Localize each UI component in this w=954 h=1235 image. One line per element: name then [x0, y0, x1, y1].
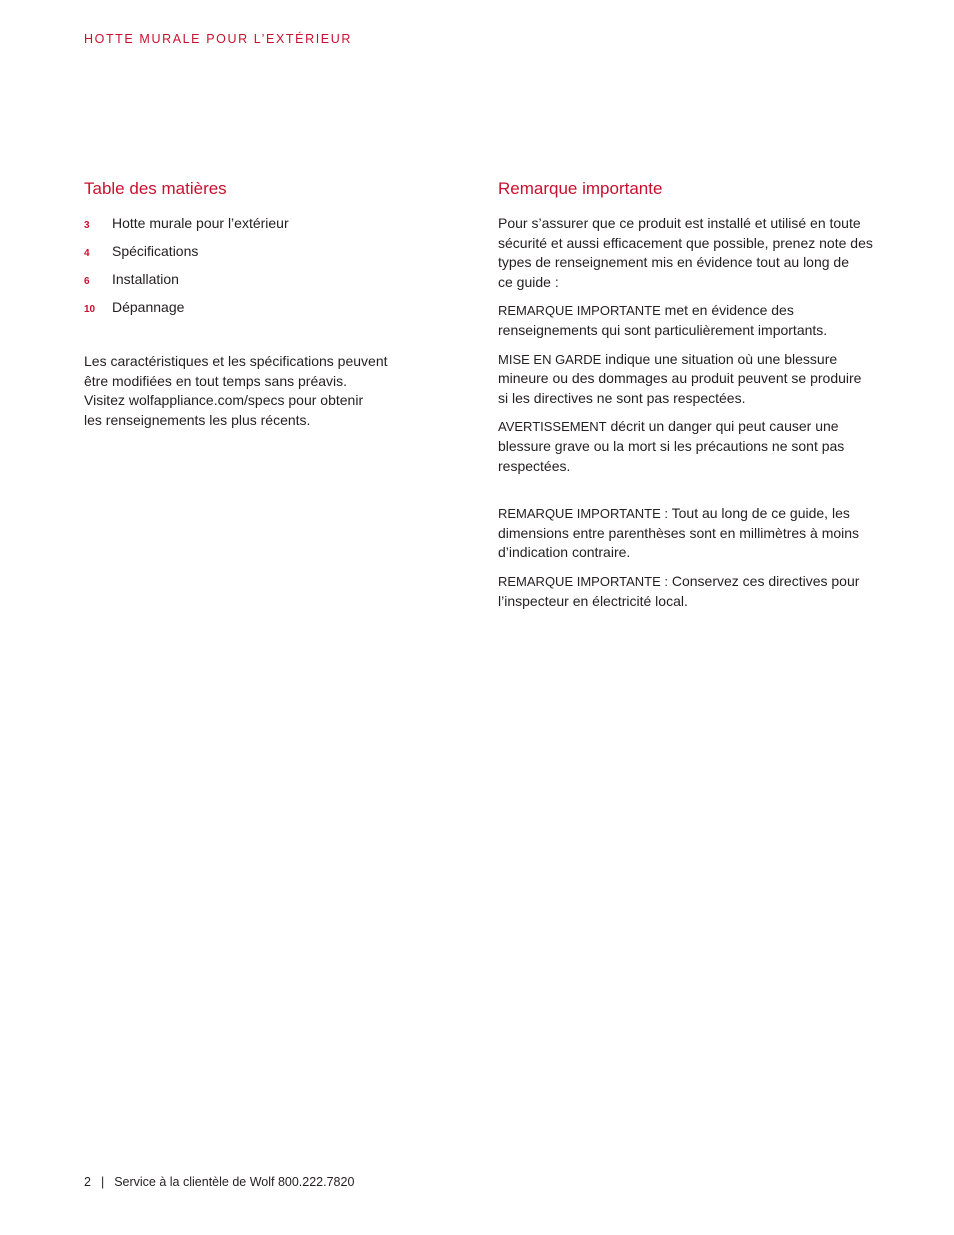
caution-text: si les directives ne sont pas respectées.	[498, 389, 746, 406]
spacer	[498, 485, 883, 504]
caution-text: mineure ou des dommages au produit peuvent se produire	[498, 370, 862, 387]
notice-text: met en évidence des	[660, 302, 794, 319]
keep-note-text: Conservez ces directives pour	[667, 572, 860, 589]
dimensions-note-paragraph	[498, 504, 883, 563]
customer-service-text: Service à la clientèle de Wolf 800.222.7820	[114, 1175, 355, 1189]
caution-text: indique une situation où une blessure	[601, 350, 838, 367]
toc-item[interactable]	[84, 270, 414, 298]
toc-page-number: 6	[84, 276, 90, 287]
toc-page-number: 10	[84, 304, 96, 315]
toc-item[interactable]	[84, 298, 414, 326]
toc-page-number: 3	[84, 220, 90, 231]
note-line: les renseignements les plus récents.	[84, 411, 311, 428]
warning-text: respectées.	[498, 457, 571, 474]
important-title: Remarque importante	[498, 179, 663, 198]
table-of-contents	[84, 178, 414, 430]
notice-text: renseignements qui sont particulièrement importants.	[498, 321, 828, 338]
toc-item[interactable]	[84, 242, 414, 270]
toc-item[interactable]	[84, 214, 414, 242]
intro-line: types de renseignement mis en évidence tout au long de	[498, 254, 850, 271]
toc-label: Hotte murale pour l’extérieur	[112, 215, 289, 231]
note-line: Visitez wolfappliance.com/specs pour obtenir	[84, 392, 364, 409]
toc-page-number: 4	[84, 248, 90, 259]
note-line: être modifiées en tout temps sans préavis.	[84, 372, 348, 389]
toc-label: Installation	[112, 271, 179, 287]
keep-note-text: l’inspecteur en électricité local.	[498, 592, 688, 609]
dimensions-note-term: REMARQUE IMPORTANTE :	[498, 506, 668, 522]
running-header: HOTTE MURALE POUR L’EXTÉRIEUR	[84, 32, 352, 46]
page-footer	[84, 1175, 354, 1189]
toc-label: Spécifications	[112, 243, 199, 259]
keep-instructions-paragraph	[498, 572, 883, 611]
intro-line: ce guide :	[498, 273, 559, 290]
toc-title: Table des matières	[84, 179, 227, 198]
notice-paragraph	[498, 301, 883, 340]
notice-term: REMARQUE IMPORTANTE	[498, 303, 661, 319]
important-note-section	[498, 178, 883, 620]
dimensions-note-text: d’indication contraire.	[498, 544, 631, 561]
page-number: 2	[84, 1175, 91, 1189]
warning-text: décrit un danger qui peut causer une	[606, 418, 839, 435]
specs-change-note	[84, 352, 414, 430]
footer-separator: |	[100, 1175, 105, 1189]
toc-label: Dépannage	[112, 299, 185, 315]
keep-note-term: REMARQUE IMPORTANTE :	[498, 573, 668, 589]
intro-paragraph	[498, 214, 883, 292]
intro-line: Pour s’assurer que ce produit est installé et utilisé en toute	[498, 215, 861, 231]
caution-paragraph	[498, 350, 883, 409]
intro-line: sécurité et aussi efficacement que possible, prenez note des	[498, 234, 873, 251]
warning-paragraph	[498, 417, 883, 476]
note-line: Les caractéristiques et les spécifications peuvent	[84, 353, 388, 369]
warning-term: AVERTISSEMENT	[498, 419, 607, 435]
dimensions-note-text: Tout au long de ce guide, les	[667, 505, 850, 522]
warning-text: blessure grave ou la mort si les précautions ne sont pas	[498, 437, 845, 454]
caution-term: MISE EN GARDE	[498, 351, 602, 367]
toc-list	[84, 214, 414, 326]
dimensions-note-text: dimensions entre parenthèses sont en millimètres à moins	[498, 524, 860, 541]
